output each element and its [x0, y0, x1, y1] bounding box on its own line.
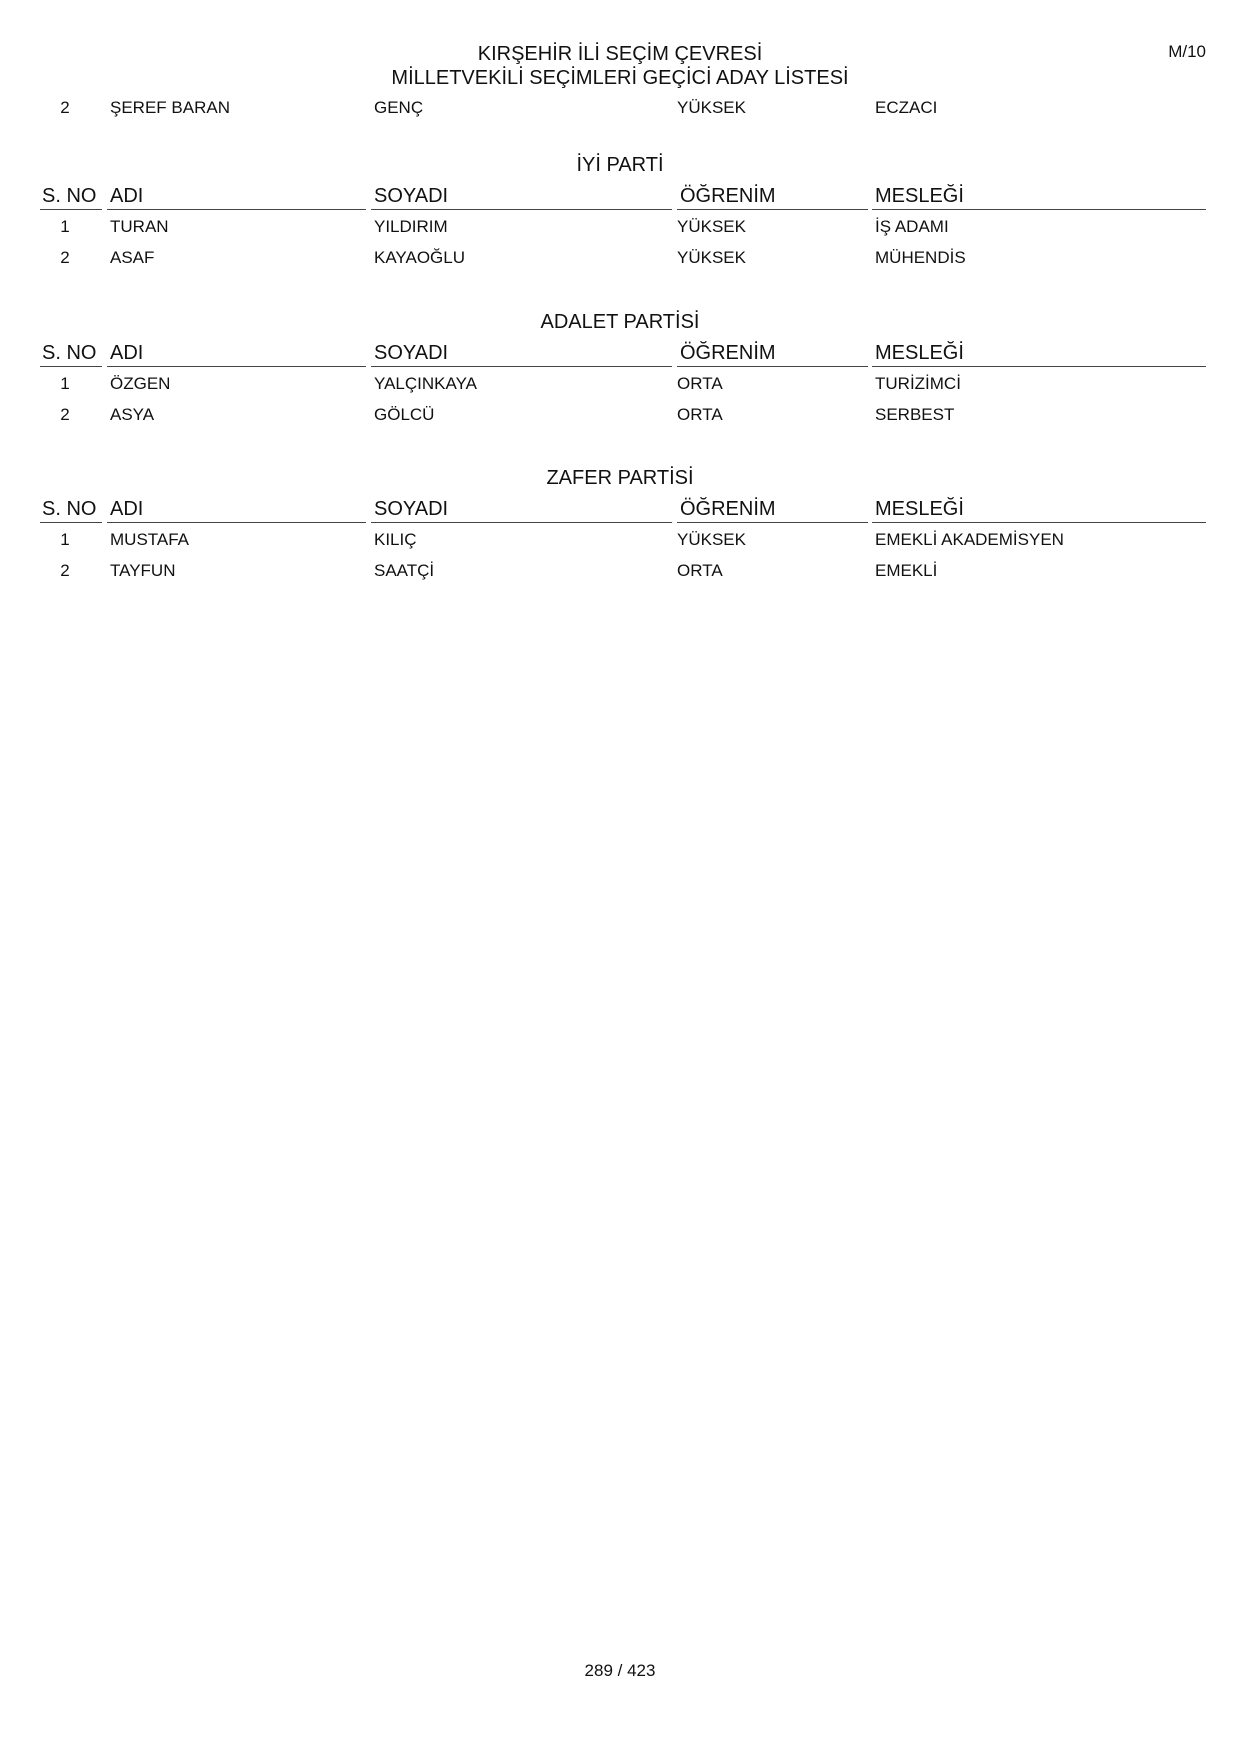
table-header	[0, 185, 1240, 211]
table-row	[0, 530, 1240, 552]
cell-soyadi: SAATÇİ	[374, 561, 435, 580]
header-underline	[677, 209, 868, 210]
header-ogrenim: ÖĞRENİM	[680, 342, 776, 364]
header-ogrenim: ÖĞRENİM	[680, 498, 776, 520]
cell-soyadi: KAYAOĞLU	[374, 248, 466, 267]
party-title: ZAFER PARTİSİ	[546, 467, 694, 489]
cell-adi: ÖZGEN	[110, 374, 171, 393]
table-row	[0, 561, 1240, 583]
table-header	[0, 498, 1240, 524]
header-adi: ADI	[110, 342, 144, 364]
header-soyadi: SOYADI	[374, 342, 449, 364]
table-row	[0, 405, 1240, 427]
cell-no: 1	[60, 530, 70, 549]
cell-meslegi: ECZACI	[875, 98, 938, 117]
cell-meslegi: EMEKLİ AKADEMİSYEN	[875, 530, 1064, 549]
header-ogrenim: ÖĞRENİM	[680, 185, 776, 207]
header-underline	[107, 522, 366, 523]
cell-adi: TURAN	[110, 217, 169, 236]
header-adi: ADI	[110, 498, 144, 520]
header-underline	[40, 522, 102, 523]
cell-adi: ASYA	[110, 405, 155, 424]
continuation-row	[0, 98, 1240, 118]
cell-meslegi: TURİZİMCİ	[875, 374, 961, 393]
table-row	[0, 374, 1240, 396]
table-row	[0, 248, 1240, 270]
header-underline	[872, 522, 1206, 523]
header-soyadi: SOYADI	[374, 185, 449, 207]
cell-meslegi: MÜHENDİS	[875, 248, 966, 267]
page-code: M/10	[1168, 42, 1206, 61]
cell-ogrenim: YÜKSEK	[677, 98, 746, 117]
header-meslegi: MESLEĞİ	[875, 498, 964, 520]
cell-soyadi: GENÇ	[374, 98, 424, 117]
header-underline	[371, 209, 672, 210]
header-no: S. NO	[42, 185, 97, 207]
cell-adi: TAYFUN	[110, 561, 176, 580]
cell-adi: ŞEREF BARAN	[110, 98, 230, 117]
header-adi: ADI	[110, 185, 144, 207]
document-title	[0, 42, 1240, 90]
cell-ogrenim: ORTA	[677, 374, 723, 393]
cell-ogrenim: YÜKSEK	[677, 248, 746, 267]
party-title: İYİ PARTİ	[576, 154, 664, 176]
cell-no: 2	[60, 405, 70, 424]
cell-soyadi: GÖLCÜ	[374, 405, 435, 424]
header-underline	[371, 366, 672, 367]
header-soyadi: SOYADI	[374, 498, 449, 520]
cell-meslegi: EMEKLİ	[875, 561, 938, 580]
header-underline	[677, 366, 868, 367]
cell-meslegi: İŞ ADAMI	[875, 217, 949, 236]
header-underline	[107, 366, 366, 367]
header-no: S. NO	[42, 498, 97, 520]
table-header	[0, 342, 1240, 368]
cell-no: 2	[60, 98, 70, 117]
header-underline	[872, 209, 1206, 210]
cell-ogrenim: YÜKSEK	[677, 217, 746, 236]
cell-no: 1	[60, 374, 70, 393]
header-underline	[107, 209, 366, 210]
cell-no: 1	[60, 217, 70, 236]
title-line-2: MİLLETVEKİLİ SEÇİMLERİ GEÇİCİ ADAY LİSTESİ	[391, 67, 849, 89]
cell-ogrenim: ORTA	[677, 405, 723, 424]
cell-adi: MUSTAFA	[110, 530, 190, 549]
cell-soyadi: YALÇINKAYA	[374, 374, 477, 393]
header-underline	[677, 522, 868, 523]
cell-ogrenim: YÜKSEK	[677, 530, 746, 549]
header-underline	[371, 522, 672, 523]
header-underline	[40, 366, 102, 367]
header-no: S. NO	[42, 342, 97, 364]
cell-no: 2	[60, 248, 70, 267]
cell-soyadi: YILDIRIM	[374, 217, 448, 236]
page-number: 289 / 423	[584, 1661, 656, 1680]
party-title: ADALET PARTİSİ	[540, 311, 700, 333]
cell-ogrenim: ORTA	[677, 561, 723, 580]
cell-meslegi: SERBEST	[875, 405, 955, 424]
title-line-1: KIRŞEHİR İLİ SEÇİM ÇEVRESİ	[477, 43, 763, 65]
header-meslegi: MESLEĞİ	[875, 185, 964, 207]
cell-soyadi: KILIÇ	[374, 530, 417, 549]
header-underline	[40, 209, 102, 210]
header-meslegi: MESLEĞİ	[875, 342, 964, 364]
cell-no: 2	[60, 561, 70, 580]
cell-adi: ASAF	[110, 248, 155, 267]
header-underline	[872, 366, 1206, 367]
table-row	[0, 217, 1240, 239]
